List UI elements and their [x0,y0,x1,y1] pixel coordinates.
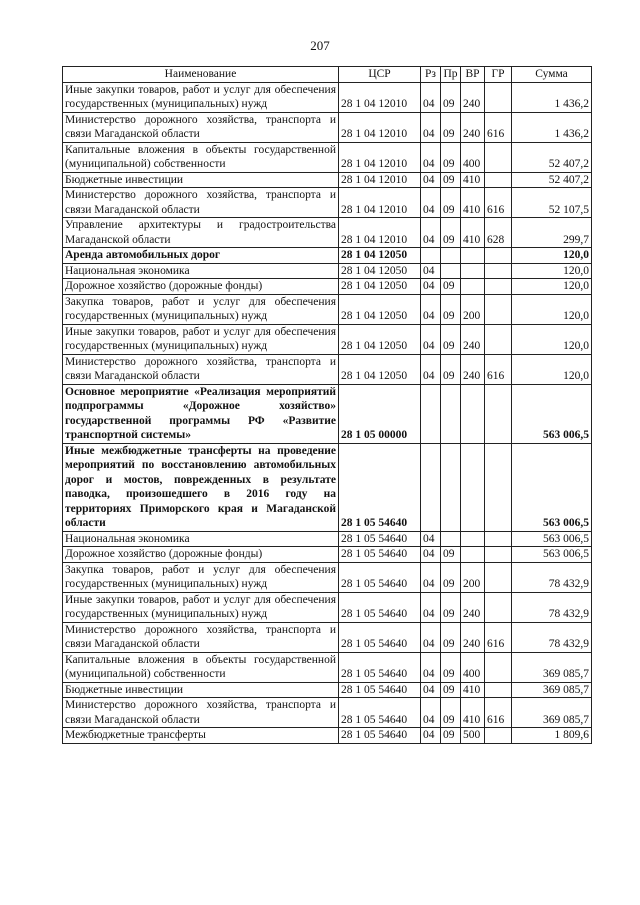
cell-name: Дорожное хозяйство (дорожные фонды) [63,547,339,563]
cell-pr: 09 [441,562,461,592]
cell-pr: 09 [441,622,461,652]
cell-pr: 09 [441,112,461,142]
table-row [63,172,592,188]
cell-name: Бюджетные инвестиции [63,682,339,698]
cell-gr: 616 [485,112,512,142]
cell-gr [485,728,512,744]
cell-vr [461,384,485,443]
column-header-pr: Пр [441,67,461,83]
cell-name: Аренда автомобильных дорог [63,248,339,264]
table-row [63,218,592,248]
table-row [63,324,592,354]
cell-csr: 28 1 04 12010 [339,218,421,248]
cell-gr [485,142,512,172]
cell-vr: 240 [461,622,485,652]
cell-csr: 28 1 05 54640 [339,562,421,592]
cell-rz [421,384,441,443]
cell-pr [441,248,461,264]
cell-name: Иные закупки товаров, работ и услуг для обеспечения государственных (муниципальных) нужд [63,82,339,112]
cell-gr [485,82,512,112]
cell-gr [485,324,512,354]
cell-pr: 09 [441,682,461,698]
cell-name: Иные закупки товаров, работ и услуг для обеспечения государственных (муниципальных) нужд [63,592,339,622]
page-number: 207 [310,38,330,53]
cell-rz: 04 [421,728,441,744]
cell-rz: 04 [421,547,441,563]
cell-sum: 120,0 [512,279,592,295]
cell-gr [485,443,512,531]
cell-vr: 240 [461,112,485,142]
table-row [63,622,592,652]
cell-sum: 1 436,2 [512,112,592,142]
cell-rz: 04 [421,294,441,324]
cell-name: Национальная экономика [63,531,339,547]
cell-pr: 09 [441,592,461,622]
cell-sum: 52 407,2 [512,172,592,188]
cell-vr [461,279,485,295]
cell-rz: 04 [421,218,441,248]
cell-name: Управление архитектуры и градостроительства Магаданской области [63,218,339,248]
cell-pr: 09 [441,728,461,744]
cell-pr: 09 [441,294,461,324]
cell-sum: 120,0 [512,248,592,264]
cell-name: Закупка товаров, работ и услуг для обеспечения государственных (муниципальных) нужд [63,562,339,592]
cell-vr: 410 [461,172,485,188]
cell-csr: 28 1 04 12050 [339,263,421,279]
cell-sum: 1 809,6 [512,728,592,744]
cell-csr: 28 1 05 54640 [339,682,421,698]
cell-csr: 28 1 05 54640 [339,652,421,682]
cell-pr: 09 [441,547,461,563]
cell-sum: 299,7 [512,218,592,248]
cell-sum: 120,0 [512,354,592,384]
table-row [63,443,592,531]
cell-csr: 28 1 04 12010 [339,82,421,112]
cell-csr: 28 1 04 12050 [339,354,421,384]
cell-pr: 09 [441,218,461,248]
table-row [63,279,592,295]
cell-pr: 09 [441,279,461,295]
cell-rz: 04 [421,562,441,592]
table-row [63,248,592,264]
cell-vr: 500 [461,728,485,744]
table-row [63,531,592,547]
cell-vr: 410 [461,218,485,248]
cell-gr [485,248,512,264]
cell-rz: 04 [421,622,441,652]
cell-sum: 563 006,5 [512,443,592,531]
cell-name: Министерство дорожного хозяйства, транспорта и связи Магаданской области [63,188,339,218]
cell-vr: 410 [461,682,485,698]
cell-sum: 369 085,7 [512,698,592,728]
cell-rz: 04 [421,354,441,384]
cell-csr: 28 1 04 12010 [339,142,421,172]
cell-vr: 410 [461,188,485,218]
cell-rz: 04 [421,82,441,112]
column-header-name: Наименование [63,67,339,83]
cell-sum: 78 432,9 [512,622,592,652]
cell-csr: 28 1 05 54640 [339,547,421,563]
cell-sum: 52 407,2 [512,142,592,172]
cell-csr: 28 1 05 54640 [339,443,421,531]
table-row [63,728,592,744]
cell-vr [461,547,485,563]
cell-pr [441,384,461,443]
cell-rz: 04 [421,263,441,279]
cell-gr: 628 [485,218,512,248]
cell-rz: 04 [421,324,441,354]
table-body [63,82,592,743]
cell-gr [485,652,512,682]
cell-name: Дорожное хозяйство (дорожные фонды) [63,279,339,295]
cell-vr [461,531,485,547]
cell-csr: 28 1 04 12050 [339,279,421,295]
cell-sum: 120,0 [512,263,592,279]
cell-vr [461,248,485,264]
cell-rz: 04 [421,112,441,142]
cell-gr [485,384,512,443]
cell-gr: 616 [485,698,512,728]
cell-sum: 1 436,2 [512,82,592,112]
cell-gr [485,279,512,295]
cell-gr [485,592,512,622]
column-header-sum: Сумма [512,67,592,83]
cell-vr: 400 [461,142,485,172]
cell-gr [485,263,512,279]
cell-pr [441,443,461,531]
cell-rz: 04 [421,142,441,172]
cell-name: Капитальные вложения в объекты государственной (муниципальной) собственности [63,652,339,682]
cell-name: Национальная экономика [63,263,339,279]
cell-name: Министерство дорожного хозяйства, транспорта и связи Магаданской области [63,354,339,384]
table-row [63,562,592,592]
column-header-gr: ГР [485,67,512,83]
cell-csr: 28 1 05 54640 [339,698,421,728]
cell-vr: 200 [461,562,485,592]
cell-name: Бюджетные инвестиции [63,172,339,188]
table-row [63,354,592,384]
cell-gr: 616 [485,622,512,652]
cell-sum: 369 085,7 [512,682,592,698]
cell-vr: 240 [461,82,485,112]
cell-pr [441,263,461,279]
column-header-csr: ЦСР [339,67,421,83]
cell-pr: 09 [441,698,461,728]
cell-gr [485,562,512,592]
cell-sum: 120,0 [512,294,592,324]
cell-csr: 28 1 05 54640 [339,592,421,622]
cell-csr: 28 1 05 54640 [339,728,421,744]
cell-sum: 52 107,5 [512,188,592,218]
cell-vr: 240 [461,592,485,622]
table-row [63,294,592,324]
cell-rz: 04 [421,188,441,218]
table-row [63,82,592,112]
cell-sum: 78 432,9 [512,592,592,622]
cell-gr [485,172,512,188]
cell-name: Министерство дорожного хозяйства, транспорта и связи Магаданской области [63,698,339,728]
column-header-rz: Рз [421,67,441,83]
cell-sum: 563 006,5 [512,547,592,563]
table-row [63,263,592,279]
cell-pr: 09 [441,354,461,384]
cell-vr: 400 [461,652,485,682]
column-header-vr: ВР [461,67,485,83]
cell-pr: 09 [441,142,461,172]
cell-pr: 09 [441,82,461,112]
cell-rz: 04 [421,531,441,547]
cell-name: Закупка товаров, работ и услуг для обеспечения государственных (муниципальных) нужд [63,294,339,324]
cell-csr: 28 1 05 54640 [339,622,421,652]
cell-name: Иные закупки товаров, работ и услуг для обеспечения государственных (муниципальных) нужд [63,324,339,354]
table-row [63,547,592,563]
cell-vr: 410 [461,698,485,728]
cell-name: Капитальные вложения в объекты государственной (муниципальной) собственности [63,142,339,172]
cell-rz [421,443,441,531]
cell-vr [461,263,485,279]
cell-pr: 09 [441,324,461,354]
cell-gr [485,682,512,698]
cell-sum: 78 432,9 [512,562,592,592]
cell-name: Межбюджетные трансферты [63,728,339,744]
cell-csr: 28 1 05 00000 [339,384,421,443]
cell-sum: 563 006,5 [512,531,592,547]
cell-rz: 04 [421,682,441,698]
cell-gr [485,531,512,547]
cell-csr: 28 1 04 12010 [339,112,421,142]
cell-csr: 28 1 04 12050 [339,248,421,264]
cell-rz: 04 [421,652,441,682]
cell-rz: 04 [421,172,441,188]
cell-name: Основное мероприятие «Реализация мероприятий подпрограммы «Дорожное хозяйство» государственной программы РФ «Развитие транспортной системы» [63,384,339,443]
cell-pr: 09 [441,652,461,682]
cell-sum: 369 085,7 [512,652,592,682]
table-row [63,384,592,443]
cell-name: Министерство дорожного хозяйства, транспорта и связи Магаданской области [63,622,339,652]
cell-vr: 240 [461,324,485,354]
cell-rz: 04 [421,279,441,295]
cell-sum: 120,0 [512,324,592,354]
cell-name: Иные межбюджетные трансферты на проведение мероприятий по восстановлению автомобильных дорог и мостов, поврежденных в результате паводка, произошедшего в 2016 году на территориях Приморского края и Магаданской области [63,443,339,531]
cell-gr [485,547,512,563]
cell-vr [461,443,485,531]
cell-gr: 616 [485,188,512,218]
cell-sum: 563 006,5 [512,384,592,443]
table-row [63,652,592,682]
cell-gr: 616 [485,354,512,384]
cell-csr: 28 1 04 12050 [339,324,421,354]
cell-csr: 28 1 04 12010 [339,188,421,218]
cell-rz [421,248,441,264]
table-row [63,682,592,698]
table-row [63,112,592,142]
cell-vr: 200 [461,294,485,324]
cell-csr: 28 1 04 12050 [339,294,421,324]
cell-rz: 04 [421,592,441,622]
cell-rz: 04 [421,698,441,728]
budget-table [62,66,592,744]
cell-csr: 28 1 04 12010 [339,172,421,188]
cell-csr: 28 1 05 54640 [339,531,421,547]
cell-pr: 09 [441,188,461,218]
table-row [63,188,592,218]
cell-vr: 240 [461,354,485,384]
cell-pr: 09 [441,172,461,188]
cell-gr [485,294,512,324]
cell-name: Министерство дорожного хозяйства, транспорта и связи Магаданской области [63,112,339,142]
cell-pr [441,531,461,547]
table-header-row [63,67,592,83]
table-row [63,142,592,172]
table-row [63,592,592,622]
table-row [63,698,592,728]
